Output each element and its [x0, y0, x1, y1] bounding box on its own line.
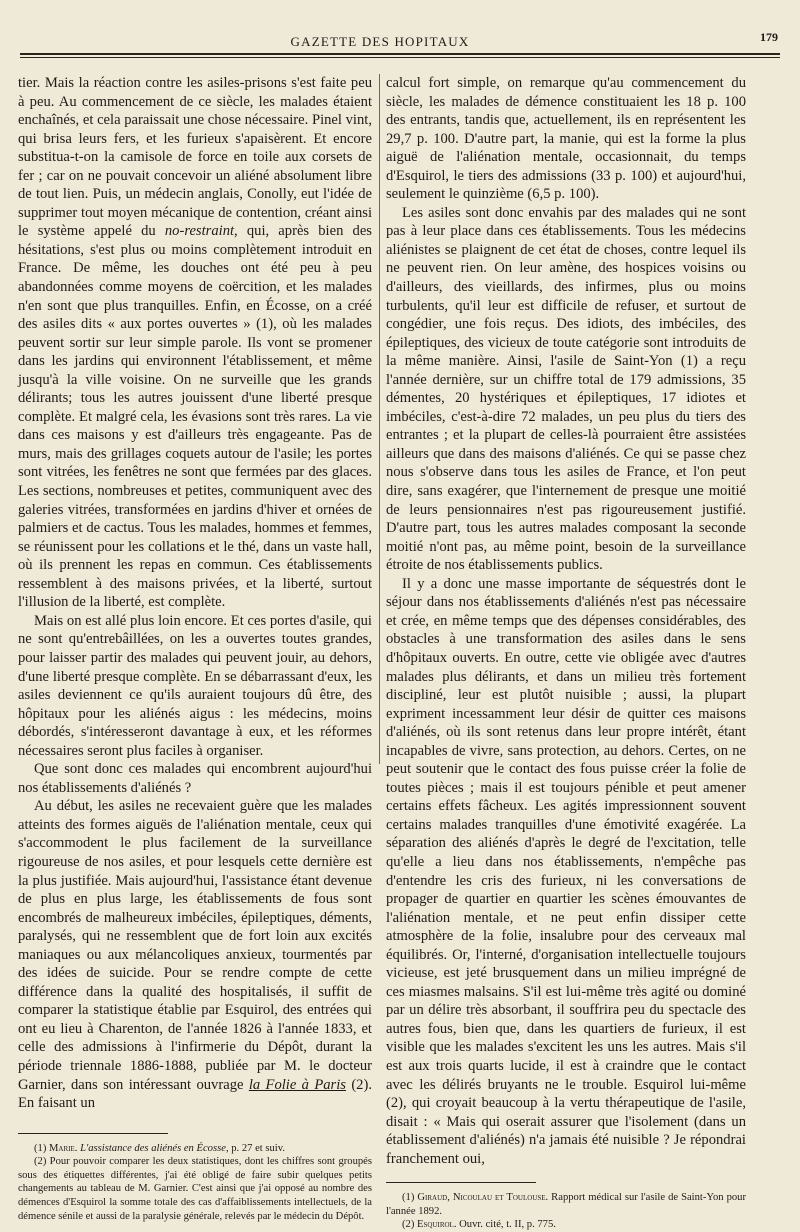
right-paragraph-1: calcul fort simple, on remarque qu'au commencement du siècle, les malades de démence constituaient les 18 p. 100 des entrants, tandis que, actuellement, ils en représentent les 29,7 p. 100. D'autre part, la manie, qui est la forme la plus aiguë de l'aliénation mentale, occasionnait, du temps d'Esquirol, le tiers des admissions (33 p. 100) et aujourd'hui, seulement le quinzième (6,5 p. 100).	[386, 75, 746, 203]
running-title: GAZETTE DES HOPITAUX	[290, 34, 470, 49]
column-separator	[379, 74, 380, 764]
right-paragraph-3: Il y a donc une masse importante de séquestrés dont le séjour dans nos établissements d'aliénés n'est pas nécessaire et crée, en même temps que des dépenses considérables, des obstacles à une transformation des asiles dans le sens d'hôpitaux ouverts. En outre, cette vie obligée avec d'autres malades plus délirants, et dans un milieu très fortement discipliné, leur est plutôt nuisible ; aussi, la plupart expriment incessamment leur désir de quitter ces maisons d'aliénés, où ils sont retenus dans leur propre intérêt, étant incapables de vivre, sans protection, au dehors. Certes, on ne peut soutenir que le contact des fous puisse créer la folie de toutes pièces ; mais il est toujours pénible et peut amener certains effets fâcheux. Les agités impressionnent souvent certains malades tranquilles d'une émotivité exagérée. La séparation des aliénés d'après le degré de l'excitation, telle qu'elle a lieu dans nos établissements, n'empêche pas d'entendre les cris des furieux, ni les conversations de propager de quartier en quartier les scènes émouvantes de l'aliénation mentale, et ne peut enfin dissiper cette atmosphère de la folie, insalubre pour des cerveaux mal équilibrés. Or, l'interné, d'organisation intellectuelle toujours vicieuse, est jeté brusquement dans un milieu imprégné de ces miasmes malsains. S'il est lui-même très agité ou dominé par un délire très absorbant, il souffrira peu du spectacle des autres fous, bien que, dans les quartiers de furieux, il est visible que les malades s'excitent les uns les autres. Mais s'il est aux trois quarts lucide, il est à craindre que le contact avec les délirés bruyants ne le trouble. Esquirol lui-même (2), qui croyait beaucoup à la vertu thérapeutique de l'asile, disait : « Mais qui oserait assurer que l'isolement (dans un établissement d'aliénés) n'a jamais été nuisible ? Je répondrai franchement oui,	[386, 575, 746, 1167]
left-paragraph-2: Mais on est allé plus loin encore. Et ces portes d'asile, qui ne sont qu'entrebâillées, on les a ouvertes toutes grandes, pour laisser partir des malades qui peuvent jouir, au dehors, d'une liberté presque complète. En se débarrassant d'eux, les asiles deviennent ce qu'ils auraient toujours dû être, des hôpitaux pour les aliénés aigus : les médecins, moins débordés, s'intéresseront davantage à eux, et les réformes nécessaires seront plus faciles à organiser.	[18, 612, 372, 759]
footnote-title: L'assistance des aliénés en Écosse	[80, 1142, 226, 1154]
right-paragraph-2: Les asiles sont donc envahis par des malades qui ne sont pas à leur place dans ces établissements. Tous les médecins aliénistes se plaignent de cet état de choses, contre lequel ils ne peuvent rien. On leur amène, des hospices voisins ou d'ailleurs, des vieillards, des infirmes, plus ou moins turbulents, qu'il leur est difficile de refuser, et surtout de congédier, une fois reçus. Des idiots, des imbéciles, des épileptiques, des vicieux de toute catégorie sont introduits de la même manière. Ainsi, l'asile de Saint-Yon (1) a reçu l'année dernière, sur un chiffre total de 179 admissions, 35 démentes, 20 hystériques et épileptiques, 17 idiotes et imbéciles, c'est-à-dire 72 malades, un peu plus du tiers des entrantes ; et la plupart de celles-là pourraient être assistées ailleurs que dans des maisons d'aliénés. Ce qui se passe chez nous s'observe dans tous les asiles de France, et l'on peut dire, sans exagérer, que l'internement de presque une moitié de leurs pensionnaires n'est pas rigoureusement justifié. D'autre part, tous les autres malades composant la seconde moitié n'ont pas, au même point, besoin de la surveillance étroite de nos établissements publics.	[386, 204, 746, 574]
book-title: la Folie à Paris	[248, 1076, 346, 1093]
right-footnote-rule	[386, 1182, 536, 1183]
left-paragraph-1: tier. Mais la réaction contre les asiles-prisons s'est faite peu à peu. Au commencement de ce siècle, les malades étaient enchaînés, et cela paraissait une chose nécessaire. Pinel vint, qui brisa leurs fers, et les furieux s'apaisèrent. Et encore substitua-t-on la camisole de force en toile aux corsets de fer ; car on ne pouvait concevoir un aliéné absolument libre de tout lien. Puis, un médecin anglais, Conolly, eut l'idée de supprimer tout moyen mécanique de contention, créant ainsi le système appelé du no-restraint, qui, après bien des hésitations, s'est plus ou moins complètement introduit en France. De même, les douches ont été peu à peu abandonnées comme moyens de coërcition, et les malades n'en sont que plus tranquilles. Enfin, en Écosse, on a créé des asiles dits « aux portes ouvertes » (1), où les malades peuvent sortir sur leur simple parole. Ils vont se promener dans les jardins qui environnent l'établissement, et même jusqu'à la ville voisine. On ne surveille que les grands délirants; tous les autres jouissent d'une liberté presque complète. Et malgré cela, les évasions sont très rares. La vie dans ces maisons y est d'ailleurs très engageante. Pas de murs, mais des grillages coquets autour de l'asile; les portes sont vitrées, les fenêtres ne sont que fermées par des glaces. Les sections, nombreuses et petites, communiquent avec des galeries vitrées, transformées en jardins d'hiver et ornées de palmiers et de cactus. Tous les malades, hommes et femmes, se réunissent pour les collations et le thé, dans un vaste hall, où ils prennent les repas en commun. Ces établissements ressemblent à des maisons privées, et la liberté, surtout l'illusion de la liberté, est complète.	[18, 75, 372, 611]
footnote-author: Esquirol	[417, 1219, 454, 1231]
header-rule-thin	[20, 57, 780, 58]
right-footnote-1: (1) Giraud, Nicoulau et Toulouse. Rapport médical sur l'asile de Saint-Yon pour l'année 1892.	[386, 1192, 746, 1217]
no-restraint-term: no-restraint	[164, 223, 235, 240]
footnote-authors: Giraud, Nicoulau et Toulouse	[417, 1192, 546, 1204]
left-footnote-rule	[18, 1133, 168, 1134]
left-footnote-1: (1) Marie. L'assistance des aliénés en Écosse, p. 27 et suiv.	[34, 1142, 285, 1154]
footnote-author: Marie	[49, 1142, 75, 1154]
right-column	[386, 74, 746, 1232]
left-column	[18, 74, 372, 1223]
left-footnote-2: (2) Pour pouvoir comparer les deux statistiques, dont les chiffres sont groupés sous des étiquettes différentes, j'ai été obligé de faire subir quelques petits changements au tableau de M. Garnier. C'est ainsi que j'ai opposé au nombre des démences d'Esquirol la somme totale des cas d'affaiblissements intellectuels, de la démence sénile et aussi de la paralysie générale, relevés par le médecin du Dépôt.	[18, 1156, 372, 1222]
left-paragraph-3: Que sont donc ces malades qui encombrent aujourd'hui nos établissements d'aliénés ?	[18, 761, 372, 796]
page-number: 179	[760, 30, 778, 44]
header-rule-thick	[20, 53, 780, 55]
right-footnote-2: (2) Esquirol. Ouvr. cité, t. II, p. 775.	[402, 1219, 556, 1231]
left-paragraph-4: Au début, les asiles ne recevaient guère que les malades atteints des formes aiguës de l'aliénation mentale, ceux qui s'accommodent le plus facilement de la surveillance rigoureuse de nos asiles, et pour lesquels cette dernière est la plus justifiée. Mais aujourd'hui, l'assistance étant devenue de plus en plus large, les établissements de fous sont encombrés de malheureux imbéciles, épileptiques, déments, paralysés, qui ne ressemblent que de fort loin aux excités maniaques ou aux mélancoliques anxieux, tourmentés par des idées de suicide. Pour se rendre compte de cette différence dans la qualité des hospitalisés, il suffit de comparer la statistique établie par Esquirol, des entrées qui ont eu lieu à Charenton, de l'année 1826 à l'année 1833, et celle des admissions à l'infirmerie du Dépôt, durant la période triennale 1886-1888, publiée par M. le docteur Garnier, dans son intéressant ouvrage la Folie à Paris (2). En faisant un	[18, 798, 372, 1112]
